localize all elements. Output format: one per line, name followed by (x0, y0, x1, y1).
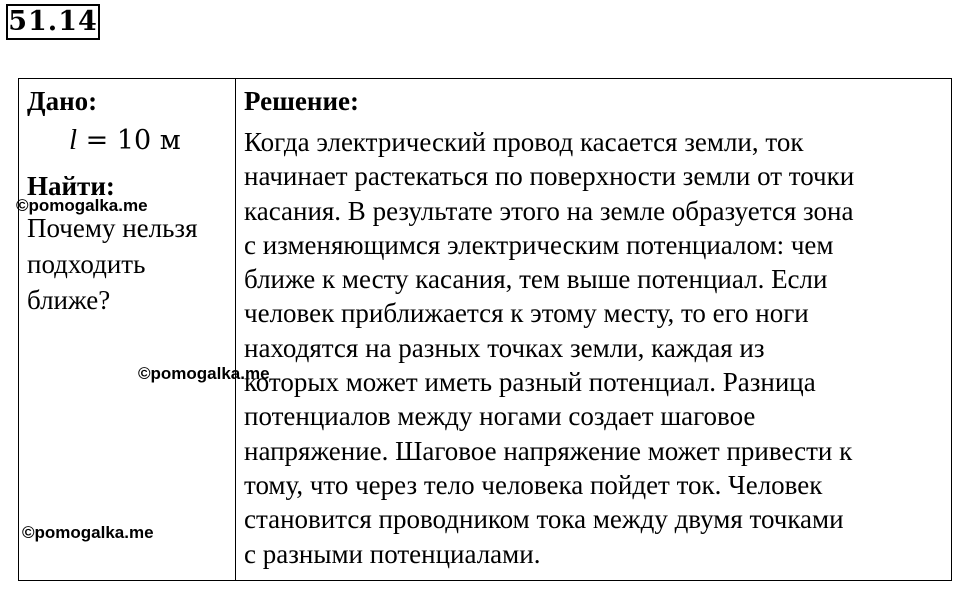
solution-line: становится проводником тока между двумя точками (244, 504, 844, 535)
solution-line: потенциалов между ногами создает шаговое (244, 401, 756, 432)
watermark: ©pomogalka.me (138, 364, 270, 383)
solution-line: напряжение. Шаговое напряжение может привести к (244, 435, 853, 466)
solution-heading: Решение: (244, 86, 359, 116)
solution-table (18, 78, 952, 581)
solution-line: с изменяющимся электрическим потенциалом: чем (244, 229, 834, 260)
given-value (69, 124, 181, 157)
solution-line: тому, что через тело человека пойдет ток. Человек (244, 469, 823, 500)
solution-line: находятся на разных точках земли, каждая из (244, 332, 765, 363)
solution-text (244, 125, 944, 571)
solution-line: человек приближается к этому месту, то его ноги (244, 298, 809, 329)
find-heading: Найти: (27, 171, 115, 201)
solution-line: касания. В результате этого на земле образуется зона (244, 195, 854, 226)
watermark: ©pomogalka.me (22, 523, 154, 542)
find-question: Почему нельзя подходить ближе? (27, 213, 198, 315)
problem-number: 51.14 (6, 4, 100, 40)
solution-line: начинает растекаться по поверхности земли от точки (244, 161, 855, 192)
given-variable: l (69, 124, 78, 156)
given-column (19, 79, 236, 580)
solution-line: с разными потенциалами. (244, 538, 541, 569)
given-heading: Дано: (27, 86, 98, 116)
solution-line: которых может иметь разный потенциал. Разница (244, 367, 816, 398)
solution-line: ближе к месту касания, тем выше потенциал. Если (244, 264, 828, 295)
watermark: ©pomogalka.me (16, 196, 148, 215)
given-equation: = 10 м (77, 125, 181, 156)
solution-column (236, 79, 951, 580)
solution-line: Когда электрический провод касается земли, ток (244, 127, 804, 157)
